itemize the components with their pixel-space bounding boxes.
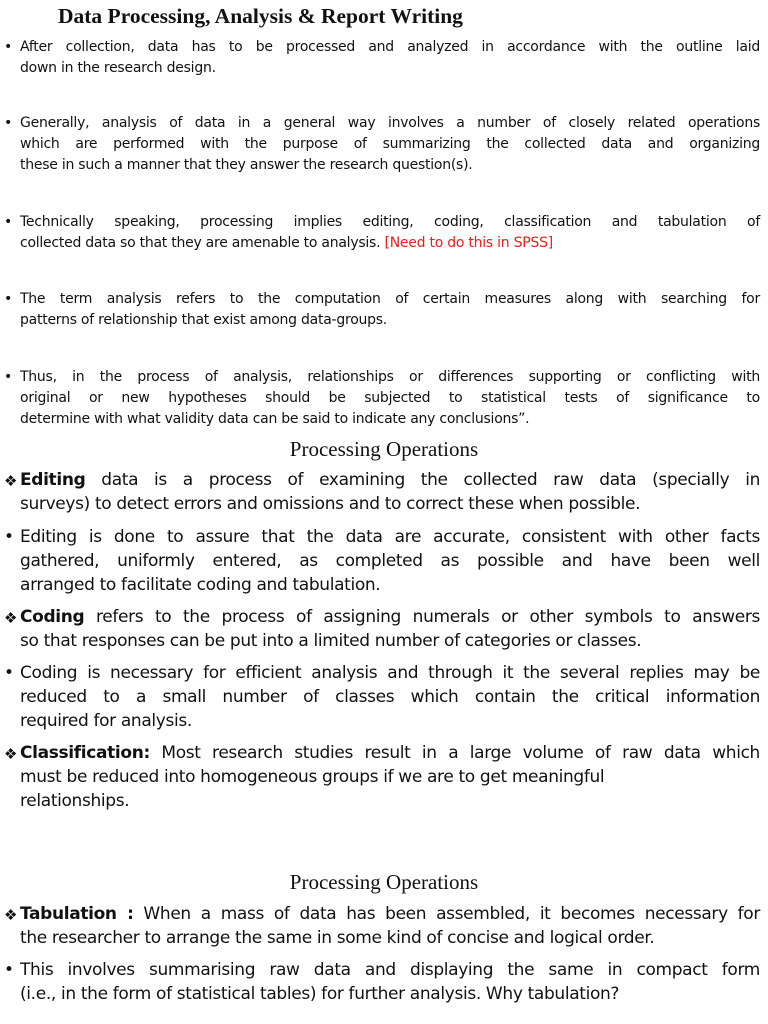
diamond-marker: ❖ bbox=[4, 745, 16, 763]
definition-item bbox=[4, 468, 760, 516]
section-heading: Processing Operations bbox=[289, 437, 479, 461]
intro-point bbox=[4, 289, 760, 331]
text-line: Thus, in the process of analysis, relationships or differences supporting or conflicting with bbox=[20, 369, 760, 385]
bullet-marker: • bbox=[4, 527, 15, 547]
term: Classification: bbox=[20, 743, 150, 763]
text-line: required for analysis. bbox=[20, 711, 192, 731]
term: Tabulation : bbox=[20, 904, 134, 924]
text-line: surveys) to detect errors and omissions and to correct these when possible. bbox=[20, 494, 641, 514]
text-line: Technically speaking, processing implies editing, coding, classification and tabulation of bbox=[20, 214, 760, 230]
text-line: arranged to facilitate coding and tabulation. bbox=[20, 575, 381, 595]
text-line: these in such a manner that they answer the research question(s). bbox=[20, 157, 473, 173]
bullet-item bbox=[4, 661, 760, 733]
spss-note: [Need to do this in SPSS] bbox=[384, 235, 553, 251]
text-line: gathered, uniformly entered, as completed as possible and have been well bbox=[20, 551, 760, 571]
bullet-marker: • bbox=[4, 115, 13, 131]
text-line: so that responses can be put into a limited number of categories or classes. bbox=[20, 631, 642, 651]
text-segment: When a mass of data has been assembled, it becomes necessary for bbox=[133, 904, 760, 924]
bullet-marker: • bbox=[4, 291, 13, 307]
page-title: Data Processing, Analysis & Report Writing bbox=[58, 4, 463, 28]
text-line: Coding is necessary for efficient analysis and through it the several replies may be bbox=[20, 663, 760, 683]
diamond-marker: ❖ bbox=[4, 472, 16, 490]
bullet-marker: • bbox=[4, 369, 13, 385]
term: Editing bbox=[20, 470, 86, 490]
text-line: (i.e., in the form of statistical tables) for further analysis. Why tabulation? bbox=[20, 984, 620, 1004]
text-line: the researcher to arrange the same in some kind of concise and logical order. bbox=[20, 928, 655, 948]
definition-item bbox=[4, 741, 760, 813]
text-line bbox=[20, 233, 760, 254]
text-line bbox=[20, 468, 760, 492]
intro-point bbox=[4, 367, 760, 430]
text-line: The term analysis refers to the computation of certain measures along with searching for bbox=[20, 291, 760, 307]
bullet-item bbox=[4, 525, 760, 597]
intro-point bbox=[4, 113, 760, 176]
text-line: Generally, analysis of data in a general way involves a number of closely related operations bbox=[20, 115, 760, 131]
text-line bbox=[20, 902, 760, 926]
text-line bbox=[20, 741, 760, 765]
definition-item bbox=[4, 902, 760, 950]
bullet-marker: • bbox=[4, 214, 13, 230]
text-line: down in the research design. bbox=[20, 60, 216, 76]
term: Coding bbox=[20, 607, 85, 627]
text-line: reduced to a small number of classes which contain the critical information bbox=[20, 687, 760, 707]
diamond-marker: ❖ bbox=[4, 609, 16, 627]
diamond-marker: ❖ bbox=[4, 906, 16, 924]
section-heading: Processing Operations bbox=[289, 870, 479, 894]
text-segment: refers to the process of assigning numerals or other symbols to answers bbox=[84, 607, 760, 627]
bullet-marker: • bbox=[4, 960, 15, 980]
bullet-marker: • bbox=[4, 39, 13, 55]
text-line: which are performed with the purpose of summarizing the collected data and organizing bbox=[20, 136, 760, 152]
text-segment: data is a process of examining the collected raw data (specially in bbox=[85, 470, 760, 490]
text-line: This involves summarising raw data and displaying the same in compact form bbox=[20, 960, 760, 980]
definition-item bbox=[4, 605, 760, 653]
text-line bbox=[20, 605, 760, 629]
text-line: Editing is done to assure that the data are accurate, consistent with other facts bbox=[20, 527, 760, 547]
text-line: After collection, data has to be processed and analyzed in accordance with the outline laid bbox=[20, 39, 760, 55]
text-line: relationships. bbox=[20, 791, 130, 811]
text-line: must be reduced into homogeneous groups if we are to get meaningful bbox=[20, 767, 605, 787]
text-segment: Most research studies result in a large volume of raw data which bbox=[149, 743, 760, 763]
text-line: patterns of relationship that exist among data-groups. bbox=[20, 312, 388, 328]
bullet-marker: • bbox=[4, 663, 15, 683]
text-line: determine with what validity data can be said to indicate any conclusions”. bbox=[20, 411, 530, 427]
intro-point bbox=[4, 37, 760, 79]
text-line: original or new hypotheses should be subjected to statistical tests of significance to bbox=[20, 390, 760, 406]
text-segment: collected data so that they are amenable to analysis. bbox=[20, 235, 385, 251]
intro-point bbox=[4, 212, 760, 254]
bullet-item bbox=[4, 958, 760, 1006]
